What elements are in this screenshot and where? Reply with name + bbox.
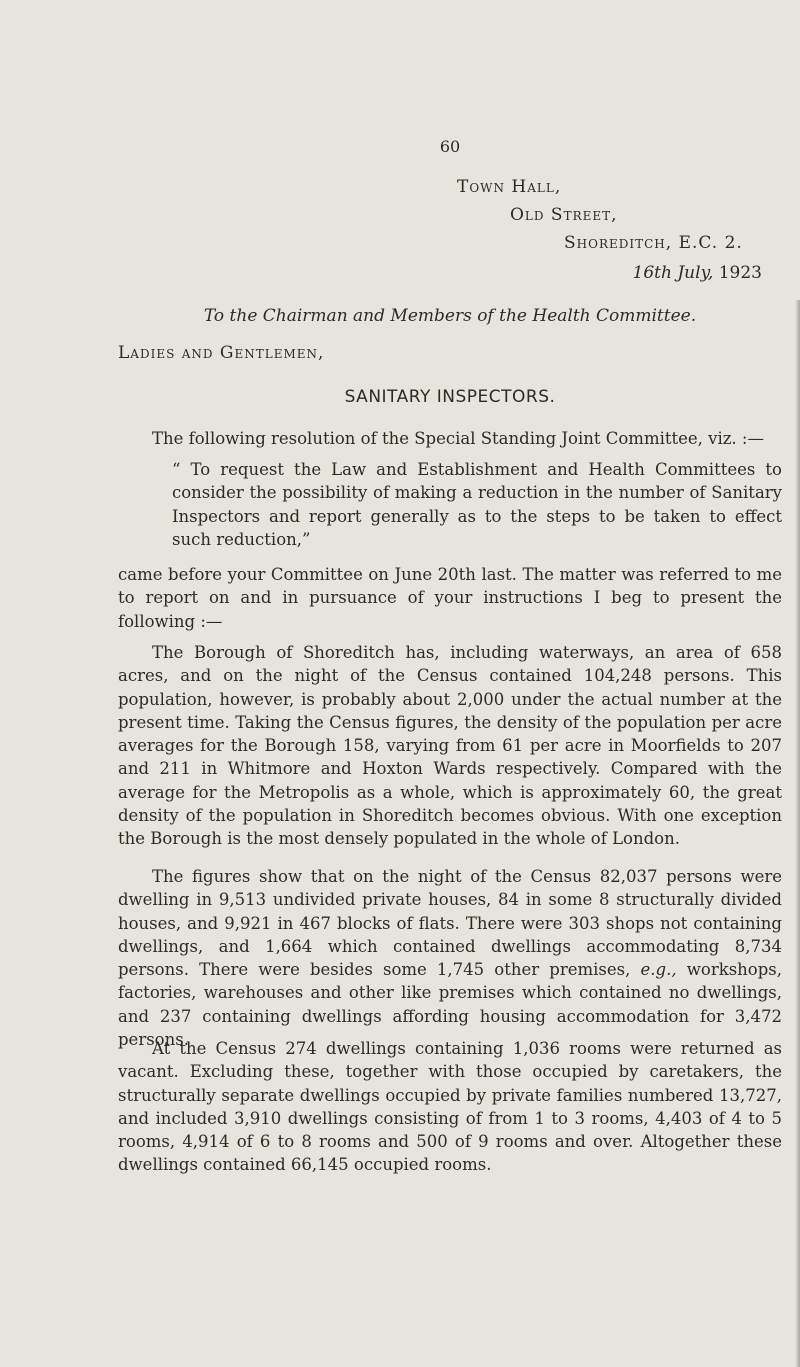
letter-date xyxy=(633,262,762,284)
came-before-paragraph: came before your Committee on June 20th last. The matter was referred to me to report on and in pursuance of your instructions I beg to present the following :— xyxy=(118,565,782,631)
page-edge-shadow xyxy=(795,300,800,1367)
paragraph-dwellings xyxy=(118,865,782,1051)
paragraph-population xyxy=(118,641,782,851)
paragraph-population-text: The Borough of Shoreditch has, including waterways, an area of 658 acres, and on the night of the Census contained 104,248 persons. This population, however, is probably about 2,000 under the actual number at the present time. Taking the Census figures, the density of the population per acre averages for the Borough 158, varying from 61 per acre in Moorfields to 207 and 211 in Whitmore and Hoxton Wards respectively. Compared with the average for the Metropolis as a whole, which is approximately 60, the great density of the population in Shoreditch becomes obvious. With one exception the Borough is the most densely populated in the whole of London. xyxy=(118,643,782,849)
paragraph-dwellings-eg: e.g., xyxy=(640,960,677,980)
salutation: Ladies and Gentlemen, xyxy=(118,343,325,363)
letterhead-line-2: Old Street, xyxy=(510,205,618,225)
paragraph-dwellings-text-b: workshops, factories, warehouses and other like premises which contained no dwellings, and 237 containing dwellings affording housing accommodation for 3,472 persons. xyxy=(118,960,783,1050)
letter-date-day: 16th July, xyxy=(632,263,714,283)
addressee: To the Chairman and Members of the Health Committee. xyxy=(203,306,697,326)
paragraph-vacant xyxy=(118,1037,782,1177)
page-number: 60 xyxy=(439,137,461,156)
section-heading: SANITARY INSPECTORS. xyxy=(344,387,556,407)
letterhead-line-1: Town Hall, xyxy=(457,177,562,197)
letter-date-year: 1923 xyxy=(718,263,762,283)
paragraph-vacant-text: At the Census 274 dwellings containing 1,036 rooms were returned as vacant. Excluding these, together with those occupied by caretakers, the structurally separate dwellings occupied by private families numbered 13,727, and included 3,910 dwellings consisting of from 1 to 3 rooms, 4,403 of 4 to 5 rooms, 4,914 of 6 to 8 rooms and 500 of 9 rooms and over. Altogether these dwellings contained 66,145 occupied rooms. xyxy=(118,1039,782,1175)
intro-paragraph: The following resolution of the Special Standing Joint Committee, viz. :— xyxy=(152,429,764,448)
resolution-quote: “ To request the Law and Establishment and Health Committees to consider the possibility of making a reduction in the number of Sanitary Inspectors and report generally as to the steps to be taken to effect such reduction,” xyxy=(172,460,782,549)
letterhead-line-3: Shoreditch, E.C. 2. xyxy=(564,233,743,253)
paragraph-dwellings-text-a: The figures show that on the night of the Census 82,037 persons were dwelling in 9,513 undivided private houses, 84 in some 8 structurally divided houses, and 9,921 in 467 blocks of flats. There were 303 shops not containing dwellings, and 1,664 which contained dwellings accommodating 8,734 persons. There were besides some 1,745 other premises, xyxy=(118,867,782,980)
